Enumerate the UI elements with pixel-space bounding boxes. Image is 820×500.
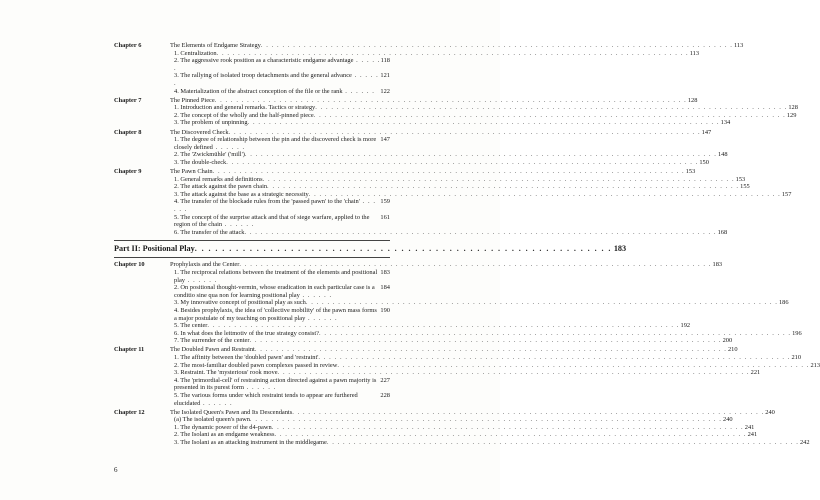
leader-dots — [245, 229, 717, 237]
toc-entry-text: 3. Restraint. The 'mysterious' rook move — [174, 369, 278, 377]
chapter-page: 240 — [765, 408, 775, 416]
leader-dots — [318, 354, 790, 362]
toc-entry-text: 4. The 'primordial-cell' of restraining action directed against a pawn majority is presented in its purest form — [174, 376, 377, 392]
leader-dots — [255, 346, 727, 354]
chapter-label: Chapter 8 — [114, 128, 142, 136]
leader-dots — [263, 176, 735, 184]
chapters-part-two — [114, 261, 820, 446]
toc-entry — [170, 284, 390, 299]
leader-dots — [226, 159, 698, 167]
toc-entry — [170, 151, 728, 159]
leader-dots — [250, 416, 722, 424]
toc-entry-page: 184 — [380, 284, 390, 292]
leader-dots — [213, 168, 685, 176]
leader-dots: . . . . . . — [174, 198, 377, 213]
leader-dots — [245, 151, 717, 159]
toc-entry-text: 3. The double-check — [174, 158, 227, 166]
toc-entry-page: 221 — [750, 369, 761, 377]
leader-dots — [195, 244, 612, 254]
toc-chapter — [114, 42, 744, 95]
chapter-label: Chapter 6 — [114, 42, 142, 49]
toc-entry-text: 2. The Isolani as an endgame weakness — [174, 431, 275, 439]
leader-dots — [309, 191, 781, 199]
toc-entry-page: 155 — [740, 183, 750, 191]
toc-entry-page: 213 — [810, 361, 820, 369]
toc-entry — [170, 136, 390, 151]
leader-dots — [248, 119, 720, 127]
leader-dots — [327, 439, 799, 447]
chapter-entries — [170, 408, 810, 447]
toc-entry-page: 159 — [380, 198, 390, 206]
toc-entry-text: 5. The center — [174, 322, 208, 330]
table-of-contents — [114, 42, 820, 448]
toc-entry-page: 134 — [720, 119, 731, 127]
chapter-title: Prophylaxis and the Center — [170, 261, 240, 269]
chapter-label: Chapter 9 — [114, 168, 142, 175]
toc-entry-text: 3. The problem of unpinning — [174, 119, 248, 127]
leader-dots — [315, 104, 787, 112]
leader-dots — [337, 362, 809, 370]
toc-entry — [170, 183, 750, 191]
toc-entry-page: 121 — [380, 72, 390, 80]
toc-entry — [170, 369, 761, 377]
toc-entry-text: 7. The surrender of the center — [174, 337, 250, 345]
chapter-entries — [170, 128, 728, 167]
chapter-page: 113 — [733, 42, 744, 49]
leader-dots — [215, 97, 687, 105]
chapter-title: The Discovered Check — [170, 128, 229, 136]
toc-entry-page: 161 — [380, 213, 390, 221]
toc-entry-text: 5. The concept of the surprise attack and that of siege warfare, applied to the region of the chain — [174, 213, 370, 229]
leader-dots — [275, 431, 747, 439]
chapter-title-row — [170, 261, 723, 269]
toc-entry-text: 1. Centralization — [174, 49, 217, 57]
toc-entry — [170, 104, 798, 112]
part-heading — [114, 240, 627, 258]
toc-entry — [170, 423, 755, 432]
toc-entry-page: 241 — [747, 431, 758, 439]
toc-entry-page: 157 — [781, 190, 792, 198]
leader-dots: . . . . . . — [174, 72, 379, 87]
toc-entry — [170, 299, 789, 307]
toc-entry — [170, 439, 810, 447]
chapter-page: 210 — [727, 346, 738, 354]
chapter-entries — [170, 261, 802, 345]
toc-entry-page: 147 — [380, 136, 390, 144]
page-number: 6 — [114, 466, 118, 474]
toc-entry-text: 4. Besides prophylaxis, the idea of 'collective mobility' of the pawn mass forms a major postulate of my teaching on positional play — [174, 306, 377, 322]
leader-dots — [292, 409, 764, 417]
toc-entry — [170, 431, 758, 439]
toc-entry-text: 5. The various forms under which restraint tends to appear are furthered elucidated — [174, 391, 358, 407]
chapter-title: The Isolated Queen's Pawn and Its Descendants — [170, 408, 293, 416]
toc-entry-text: 4. Materialization of the abstract conception of the file or the rank — [174, 87, 343, 95]
leader-dots: . . . . . . — [200, 399, 233, 407]
toc-entry-text: 3. The Isolani as an attacking instrument in the middlegame — [174, 439, 327, 446]
leader-dots: . . . . . . — [299, 291, 333, 299]
toc-entry-page: 128 — [788, 104, 798, 112]
toc-entry-page: 242 — [799, 439, 810, 446]
leader-dots: . . . . . . — [212, 143, 246, 151]
toc-entry-page: 200 — [722, 337, 733, 345]
toc-entry — [170, 392, 390, 407]
chapter-entries — [170, 42, 744, 95]
chapter-label: Chapter 10 — [114, 261, 145, 269]
chapter-entries — [170, 346, 820, 407]
toc-chapter — [114, 168, 792, 236]
toc-entry-text: 2. The concept of the wholly and the half-pinned piece — [174, 111, 314, 119]
toc-entry — [170, 198, 390, 213]
toc-entry-text: 2. The most-familiar doubled pawn complexes passed in review — [174, 361, 338, 369]
leader-dots: . . . . . . — [305, 314, 338, 322]
toc-entry-page: 210 — [791, 353, 802, 361]
toc-entry-text: 6. The transfer of the attack — [174, 228, 245, 236]
chapter-title-row — [170, 42, 744, 50]
toc-entry — [170, 322, 691, 330]
toc-entry-text: 4. The transfer of the blockade rules from the 'passed pawn' to the 'chain' — [174, 198, 360, 206]
part-page: 183 — [613, 244, 627, 254]
leader-dots: . . . . . . — [174, 57, 381, 72]
toc-entry-page: 148 — [717, 151, 728, 159]
toc-entry-page: 192 — [680, 322, 691, 330]
chapter-title-row — [170, 408, 775, 417]
toc-chapter — [114, 346, 820, 407]
toc-entry — [170, 228, 728, 237]
toc-entry-page: 196 — [792, 329, 802, 337]
toc-entry — [170, 158, 709, 167]
leader-dots — [249, 337, 721, 345]
toc-entry-page: 168 — [717, 228, 728, 236]
toc-chapter — [114, 96, 798, 127]
toc-entry — [170, 214, 390, 229]
leader-dots — [261, 42, 733, 50]
leader-dots — [207, 322, 679, 330]
toc-chapter — [114, 128, 728, 167]
toc-entry-page: 113 — [689, 49, 700, 57]
toc-entry-text: 1. The dynamic power of the d4-pawn — [174, 423, 272, 431]
toc-entry-text: 2. The aggressive rook position as a characteristic endgame advantage — [174, 57, 354, 65]
chapter-entries — [170, 96, 798, 127]
chapter-title: The Doubled Pawn and Restraint — [170, 346, 255, 354]
leader-dots — [314, 112, 786, 120]
chapter-page: 153 — [685, 168, 696, 175]
chapter-page: 147 — [701, 128, 712, 136]
toc-entry — [170, 175, 746, 184]
toc-entry-text: 2. The attack against the pawn chain — [174, 183, 268, 191]
chapter-title: The Elements of Endgame Strategy — [170, 42, 261, 49]
chapter-title-row — [170, 346, 738, 354]
toc-entry-text: (a) The isolated queen's pawn — [174, 416, 250, 424]
toc-entry-text: 2. The 'Zwickmühle' ('mill') — [174, 151, 245, 159]
chapter-label: Chapter 7 — [114, 96, 142, 104]
toc-entry — [170, 329, 802, 338]
leader-dots — [267, 183, 739, 191]
toc-entry-page: 129 — [786, 111, 797, 119]
toc-entry-page: 240 — [723, 416, 733, 424]
toc-entry — [170, 353, 802, 362]
leader-dots — [319, 330, 791, 338]
chapter-title: The Pawn Chain — [170, 168, 213, 175]
toc-entry-page: 227 — [380, 376, 390, 384]
toc-chapter — [114, 261, 802, 345]
toc-entry-text: 1. General remarks and definitions — [174, 175, 263, 183]
chapter-label: Chapter 12 — [114, 408, 145, 416]
toc-entry — [170, 111, 797, 120]
toc-chapter — [114, 408, 810, 447]
toc-entry-text: 1. The degree of relationship between the pin and the discovered check is more closely defined — [174, 136, 377, 151]
toc-entry-page: 118 — [380, 57, 390, 65]
toc-entry-text: 6. In what does the leitmotiv of the true strategy consist? — [174, 329, 319, 337]
leader-dots: . . . . . . — [342, 87, 375, 95]
toc-entry-text: 3. The attack against the base as a strategic necessity — [174, 190, 309, 198]
leader-dots — [272, 424, 744, 432]
leader-dots: . . . . . . — [243, 384, 277, 392]
toc-entry-text: 1. Introduction and general remarks. Tactics or strategy — [174, 104, 316, 112]
leader-dots — [217, 50, 689, 58]
chapters-part-one — [114, 42, 798, 236]
chapter-title-row — [170, 96, 698, 105]
toc-entry — [170, 361, 820, 370]
chapter-page: 183 — [712, 261, 723, 269]
toc-entry — [170, 377, 390, 392]
leader-dots — [306, 299, 778, 307]
toc-entry-page: 190 — [380, 306, 390, 314]
toc-entry-text: 1. The reciprocal relations between the treatment of the elements and positional play — [174, 268, 378, 284]
toc-entry — [170, 307, 390, 322]
toc-entry — [170, 72, 390, 87]
leader-dots — [278, 369, 750, 377]
toc-entry — [170, 337, 733, 345]
toc-entry-page: 186 — [778, 299, 789, 307]
toc-entry — [170, 49, 700, 58]
leader-dots — [229, 129, 701, 137]
chapter-title-row — [170, 168, 696, 176]
chapter-label: Chapter 11 — [114, 346, 145, 354]
part-title: Part II: Positional Play — [114, 244, 195, 254]
toc-entry-text: 3. The rallying of isolated troop detachments and the general advance — [174, 72, 352, 80]
toc-entry-page: 183 — [380, 268, 390, 276]
chapter-title-row — [170, 128, 712, 137]
chapter-page: 128 — [687, 96, 698, 104]
toc-entry — [170, 57, 390, 72]
toc-entry — [170, 88, 390, 96]
toc-entry — [170, 416, 733, 424]
toc-entry-text: 1. The affinity between the 'doubled pawn' and 'restraint' — [174, 353, 319, 361]
chapter-entries — [170, 168, 792, 236]
toc-entry-text: 3. My innovative concept of positional play as such — [174, 299, 306, 307]
toc-entry — [170, 269, 390, 284]
toc-entry-page: 241 — [744, 423, 755, 431]
toc-entry-page: 228 — [380, 391, 390, 399]
toc-entry-page: 153 — [735, 175, 746, 183]
leader-dots — [239, 261, 711, 269]
toc-entry-page: 150 — [699, 158, 709, 166]
toc-entry — [170, 190, 792, 199]
toc-entry-text: 2. On positional thought-vermin, whose eradication in each particular case is a conditio sine qua non for learning positional play — [174, 284, 375, 299]
toc-entry-page: 122 — [380, 87, 390, 95]
leader-dots: . . . . . . — [185, 276, 218, 284]
leader-dots: . . . . . . — [222, 221, 255, 229]
toc-entry — [170, 119, 731, 127]
chapter-title: The Pinned Piece — [170, 96, 215, 104]
